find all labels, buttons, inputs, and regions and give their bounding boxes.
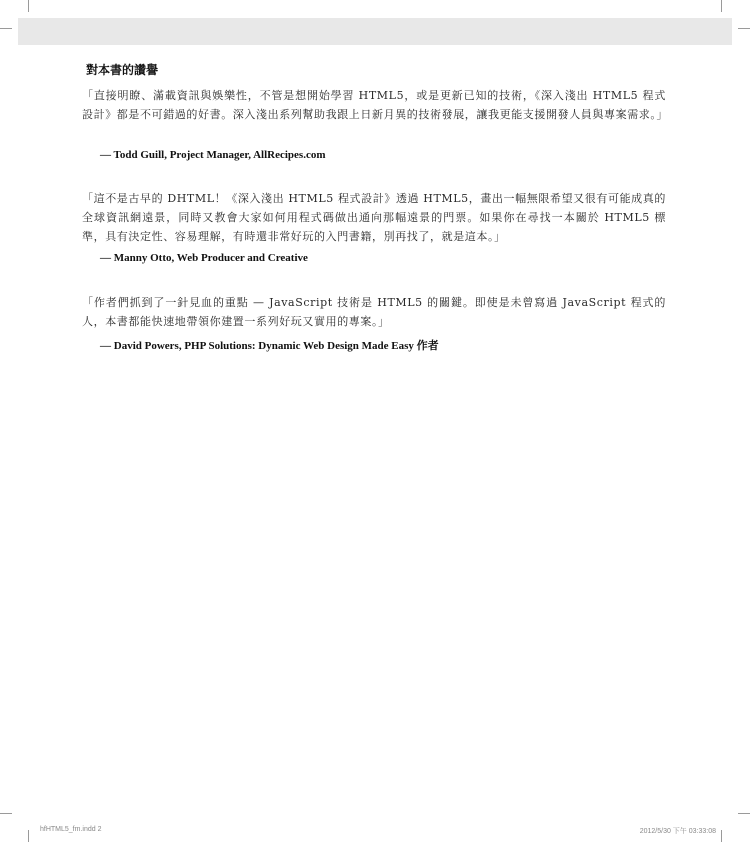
footer-filename: hfHTML5_fm.indd 2: [40, 826, 102, 833]
crop-mark-left-top: [0, 28, 12, 29]
testimonial-attribution-2: — Manny Otto, Web Producer and Creative: [100, 252, 308, 264]
crop-mark-bottom-left: [28, 830, 29, 842]
testimonial-quote-2: 「這不是古早的 DHTML！《深入淺出 HTML5 程式設計》透過 HTML5，畫出一幅無限希望又很有可能成真的全球資訊網遠景，同時又教會大家如何用程式碼做出通向那幅遠景的門票。如果你在尋找一本關於 HTML5 標準，具有決定性、容易理解，有時還非常好玩的入門書籍，別再找了，就是這本。」: [82, 192, 666, 243]
testimonial-quote-1: 「直接明瞭、滿載資訊與娛樂性，不管是想開始學習 HTML5，或是更新已知的技術，《深入淺出 HTML5 程式設計》都是不可錯過的好書。深入淺出系列幫助我跟上日新月異的技術發展，讓我更能支援開發人員與專案需求。」: [82, 89, 669, 121]
testimonial-quote-3: 「作者們抓到了一針見血的重點 — JavaScript 技術是 HTML5 的關鍵。即使是未曾寫過 JavaScript 程式的人，本書都能快速地帶領你建置一系列好玩又實用的專案。」: [82, 296, 666, 328]
crop-mark-top-left: [28, 0, 29, 12]
crop-mark-bottom-right: [721, 830, 722, 842]
crop-mark-right-top: [738, 28, 750, 29]
page-heading: 對本書的讚譽: [86, 63, 159, 77]
header-band: [18, 18, 732, 45]
crop-mark-top-right: [721, 0, 722, 12]
footer-timestamp: 2012/5/30 下午 03:33:08: [639, 828, 716, 835]
crop-mark-left-bottom: [0, 813, 12, 814]
crop-mark-right-bottom: [738, 813, 750, 814]
testimonial-attribution-3: — David Powers, PHP Solutions: Dynamic Web Design Made Easy 作者: [100, 340, 439, 352]
testimonial-attribution-1: — Todd Guill, Project Manager, AllRecipes.com: [100, 149, 326, 161]
